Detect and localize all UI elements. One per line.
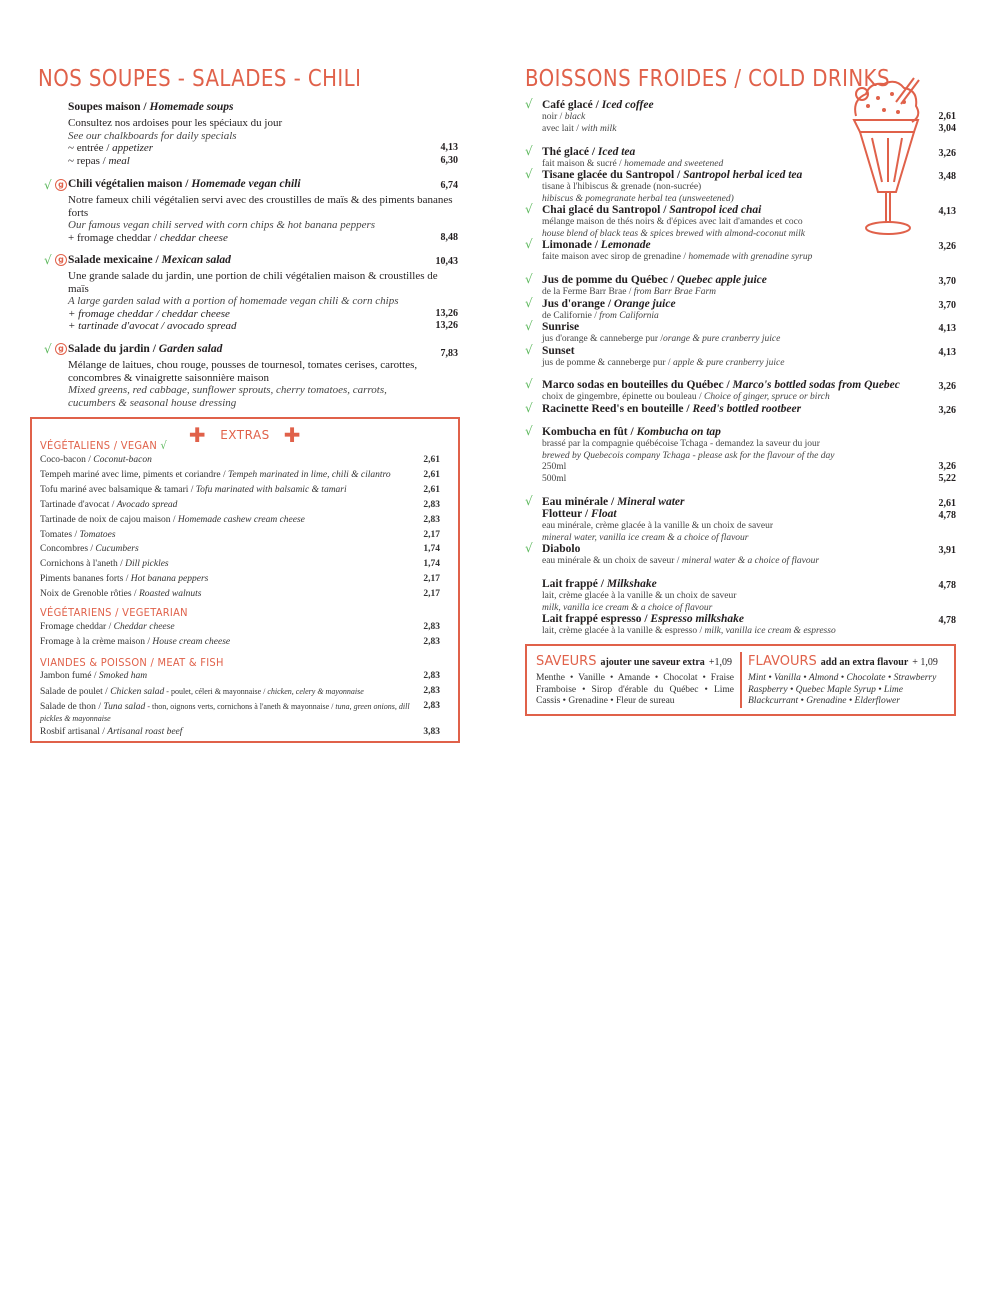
extra-row-vegan: Tempeh mariné avec lime, piments et coriandre / Tempeh marinated in lime, chili & cilantro 2,61 [40,469,440,480]
extra-name-en: Tofu marinated with balsamic & tamari [195,484,347,495]
drink-name-fr: Kombucha en fût [542,426,628,438]
drink-name-en: Kombucha on tap [636,426,721,438]
drink-name-en: Mineral water [617,496,685,508]
extra-name-fr: Tomates [40,529,73,540]
left-section-title: NOS SOUPES - SALADES - CHILI [38,66,362,92]
drink-name-en: Quebec apple juice [676,274,767,286]
extra-name-en: Dill pickles [125,559,169,570]
extra-name-en: Chicken salad [110,687,165,697]
drink-the [542,146,956,171]
extra-name-fr: Rosbif artisanal [40,727,100,737]
extra-detail-fr: - thon, oignons verts, cornichons à l'aneth & mayonnaise / [145,702,336,711]
drink-name: Lait frappé / Milkshake 4,78 [542,578,956,591]
drink-name-fr: Chai glacé du Santropol [542,204,661,216]
drink-marco [542,379,956,404]
drink-size-price: 5,22 [938,472,956,484]
drink-option-price: 2,61 [938,111,956,122]
drink-desc-fr: jus de pomme & canneberge pur / [542,358,673,368]
drink-desc-fr: fait maison & sucré / [542,159,625,169]
drink-desc-en: from Barr Brae Farm [633,287,717,297]
drink-desc-fr: eau minérale, crème glacée à la vanille & un choix de saveur [542,521,774,531]
drink-pomme [542,274,956,299]
drink-desc-fr: faite maison avec sirop de grenadine / [542,252,689,262]
drink-price: 4,13 [938,206,956,217]
menu-item-mexican-salad: Salade mexicaine / Mexican salad 10,43 Une grande salade du jardin, une portion de chili végétalien maison & croustilles de maïs A large garden salad with a portion of homemade vegan chili & corn chips + fromage cheddar / cheddar cheese 13,26 + tartinade d'avocat / avocado spread 13,26 [68,254,458,332]
drink-desc-fr: de la Ferme Barr Brae / [542,287,634,297]
extra-name-en: Tuna salad [103,702,146,712]
extra-price: 2,83 [423,514,440,525]
drink-name-en: Float [590,508,617,520]
drink-name-en: Santropol herbal iced tea [683,169,803,181]
check-icon: √ [44,178,52,192]
drink-price: 4,13 [938,323,956,334]
drink-desc-en: apple & pure cranberry juice [672,358,785,368]
extra-row-meat: Rosbif artisanal / Artisanal roast beef 3,83 [40,727,440,737]
check-icon: √ [525,424,533,438]
drink-name-fr: Flotteur [542,508,583,520]
drink-desc-en: brewed by Quebecois company Tchaga - please ask for the flavour of the day [542,450,835,461]
drink-name: Kombucha en fût / Kombucha on tap [542,426,721,438]
extra-name-en: Tempeh marinated in lime, chili & cilantro [227,469,391,480]
drink-size-label: 250ml [542,462,567,472]
drink-desc-en: mineral water & a choice of flavour [681,556,820,566]
drink-desc [542,556,956,568]
drink-tisane [542,169,956,205]
drink-price: 4,78 [938,580,956,591]
drink-name-fr: Marco sodas en bouteilles du Québec [542,379,724,391]
drink-name-en: Marco's bottled sodas from Quebec [732,379,900,391]
extra-name-en: Cucumbers [95,544,139,555]
extra-row-vegan: Tartinade de noix de cajou maison / Homemade cashew cream cheese 2,83 [40,514,440,525]
drink-option [542,124,956,136]
extra-price: 2,61 [423,469,440,480]
drink-desc-en: milk, vanilla ice cream & espresso [704,626,836,636]
drink-price: 3,26 [938,241,956,252]
extra-detail-en: tuna, green onions, dill pickles & mayonnaise [40,702,410,723]
drink-desc [542,392,956,404]
drink-desc [542,334,956,346]
drink-chai [542,204,956,240]
extra-row-vegan: Piments bananes forts / Hot banana peppers 2,17 [40,574,440,585]
extra-price: 3,83 [423,727,440,737]
extra-row-vegan: Tomates / Tomatoes 2,17 [40,529,440,540]
extra-name-en: Homemade cashew cream cheese [177,514,305,525]
drink-option-fr: noir / [542,112,565,122]
drink-name-fr: Jus d'orange [542,298,605,310]
drink-name: Eau minérale / Mineral water 2,61 [542,496,956,509]
drink-price: 3,48 [938,171,956,182]
extra-name-en: Coconut-bacon [93,455,152,465]
drink-desc-en: milk, vanilla ice cream & a choice of flavour [542,602,713,613]
drink-limo [542,239,956,264]
drink-name: Limonade / Lemonade 3,26 [542,239,956,252]
drink-desc [542,358,956,370]
drink-sunset [542,345,956,370]
extra-row-meat: Salade de thon / Tuna salad - thon, oignons verts, cornichons à l'aneth & mayonnaise / tuna, green onions, dill pickles & mayonnaise 2,83 [40,701,440,723]
drink-price: 3,26 [938,148,956,159]
drink-name [542,321,956,334]
extras-vegetarian-heading: VÉGÉTARIENS / VEGETARIAN [40,606,188,619]
extra-row-vegan: Coco-bacon / Coconut-bacon 2,61 [40,455,440,465]
extra-row-vegetarian: Fromage à la crème maison / House cream cheese 2,83 [40,637,440,647]
extra-name-fr: Tartinade d'avocat [40,499,110,510]
drink-name: Lait frappé espresso / Espresso milkshake 4,78 [542,613,956,626]
extra-price: 1,74 [423,559,440,570]
drink-name-text: Diabolo [542,543,581,555]
drink-desc [542,287,956,299]
extra-name-fr: Salade de poulet [40,687,103,697]
drink-price: 3,70 [938,276,956,287]
drink-size-label: 500ml [542,473,567,484]
extra-price: 2,83 [423,499,440,510]
extra-price: 2,61 [423,455,440,465]
check-icon: √ [525,296,533,310]
menu-item-chili: Chili végétalien maison / Homemade vegan chili 6,74 Notre fameux chili végétalien servi avec des croustilles de maïs & des piments bananes forts Our famous vegan chili served with corn chips & hot banana peppers + fromage cheddar / cheddar cheese 8,48 [68,178,458,244]
drink-size-price: 3,26 [938,461,956,472]
check-icon: √ [525,377,533,391]
extra-name-fr: Cornichons à l'aneth [40,559,118,570]
extra-name-fr: Noix de Grenoble rôties [40,589,132,600]
extra-name-en: Cheddar cheese [113,622,175,632]
extra-name-en: Roasted walnuts [138,589,202,600]
drink-name-en: Reed's bottled rootbeer [692,403,802,415]
check-icon: √ [525,272,533,286]
drink-desc [542,626,956,638]
drink-diabolo [542,543,956,568]
drink-espresso [542,613,956,638]
extra-name-fr: Fromage cheddar [40,622,107,632]
drink-cafe [542,99,956,135]
drink-name-fr: Café glacé [542,99,593,111]
check-icon: √ [525,343,533,357]
plus-icon: ✚ [283,423,302,447]
drink-desc-en: from California [599,311,659,321]
extra-name-en: Artisanal roast beef [107,727,183,737]
drink-name-en: Espresso milkshake [650,613,745,625]
extra-row-vegan: Cornichons à l'aneth / Dill pickles 1,74 [40,559,440,570]
drink-price: 3,26 [938,381,956,392]
drink-price: 4,78 [938,615,956,626]
drink-price: 4,78 [938,510,956,521]
drink-desc-en: house blend of black teas & spices brewed with almond-coconut milk [542,228,805,239]
extra-row-meat: Salade de poulet / Chicken salad - poulet, céleri & mayonnaise / chicken, celery & mayonnaise 2,83 [40,686,440,697]
drink-option-fr: avec lait / [542,123,582,134]
check-icon: √ [160,439,168,452]
extra-row-vegan: Concombres / Cucumbers 1,74 [40,544,440,555]
extra-name-fr: Coco-bacon [40,455,86,465]
drink-name-fr: Lait frappé [542,578,598,590]
drink-price: 4,13 [938,347,956,358]
extra-name-fr: Piments bananes forts [40,574,124,585]
menu-item-garden-salad: Salade du jardin / Garden salad 7,83 Mélange de laitues, chou rouge, pousses de tournesol, tomates cerises, carottes, concombres & vinaigrette saisonnière maison Mixed greens, red cabbage, sunflower sprouts, cherry tomatoes, carrots, cucumbers & seasonal house dressing [68,343,458,409]
drink-name: Thé glacé / Iced tea 3,26 [542,146,956,159]
extra-name-en: House cream cheese [152,637,231,647]
flavours-divider [740,652,742,708]
flavours-en: FLAVOURS add an extra flavour + 1,09 Mint • Vanilla • Almond • Chocolate • Strawberry Raspberry • Quebec Maple Syrup • Lime Blackcurrant • Grenadine • Elderflower [748,654,938,706]
check-icon: √ [525,494,533,508]
drink-name-en: Milkshake [606,578,657,590]
check-icon: √ [525,237,533,251]
check-icon: √ [44,253,52,267]
drink-size [542,474,956,486]
drink-desc-fr: de Californie / [542,311,600,321]
drink-name: Racinette Reed's en bouteille / Reed's bottled rootbeer 3,26 [542,403,956,416]
drink-price: 3,91 [938,545,956,556]
extra-row-vegan: Tofu mariné avec balsamique & tamari / Tofu marinated with balsamic & tamari 2,61 [40,484,440,495]
drink-option [542,112,956,124]
drink-price: 3,26 [938,405,956,416]
drink-desc-en: mineral water, vanilla ice cream & a choice of flavour [542,532,749,543]
check-icon: √ [525,319,533,333]
drink-name: Jus de pomme du Québec / Quebec apple juice 3,70 [542,274,956,287]
drink-desc-en: homemade and sweetened [624,159,724,169]
extra-name-fr: Jambon fumé [40,671,92,681]
right-section-title: BOISSONS FROIDES / COLD DRINKS [525,66,890,92]
drink-name-fr: Racinette Reed's en bouteille [542,403,684,415]
drink-name: Tisane glacée du Santropol / Santropol herbal iced tea 3,48 [542,169,956,182]
drink-name: Café glacé / Iced coffee [542,99,654,111]
drink-kombucha [542,426,956,485]
drink-option-en: black [564,112,586,122]
check-icon: √ [525,541,533,555]
extra-name-fr: Fromage à la crème maison [40,637,145,647]
drink-name-fr: Jus de pomme du Québec [542,274,668,286]
check-icon: √ [525,144,533,158]
extra-name-fr: Salade de thon [40,702,96,712]
drink-size [542,462,956,474]
extra-name-fr: Concombres [40,544,89,555]
drink-desc [542,252,956,264]
extra-price: 2,61 [423,484,440,495]
drink-price: 2,61 [938,498,956,509]
gluten-free-icon: g [55,254,67,266]
check-icon: √ [525,202,533,216]
drink-name [542,543,956,556]
gluten-free-icon: g [55,343,67,355]
drink-desc-fr: mélange maison de thés noirs & d'épices avec lait d'amandes et coco [542,217,803,227]
plus-icon: ✚ [188,423,207,447]
drink-name-en: Iced coffee [601,99,654,111]
drink-name-fr: Tisane glacée du Santropol [542,169,675,181]
drink-price: 3,70 [938,300,956,311]
drink-name-text: Sunrise [542,321,580,333]
gluten-free-icon: g [55,179,67,191]
drink-option-price: 3,04 [938,122,956,134]
drink-frappe [542,578,956,614]
drink-name: Flotteur / Float 4,78 [542,508,956,521]
drink-desc-fr: lait, crème glacée à la vanille & espresso / [542,626,705,636]
extra-price: 2,17 [423,589,440,600]
extra-name-fr: Tofu mariné avec balsamique & tamari [40,484,189,495]
extra-price: 2,83 [423,622,440,632]
drink-name [542,345,956,358]
drink-desc-en: hibiscus & pomegranate herbal tea (unsweetened) [542,193,734,204]
drink-desc-en: homemade with grenadine syrup [688,252,813,262]
drink-name: Jus d'orange / Orange juice 3,70 [542,298,956,311]
drink-name-en: Orange juice [613,298,676,310]
drink-desc-fr: tisane à l'hibiscus & grenade (non-sucrée) [542,182,702,192]
extra-name-en: Hot banana peppers [130,574,209,585]
extra-row-meat: Jambon fumé / Smoked ham 2,83 [40,671,440,681]
extra-name-fr: Tempeh mariné avec lime, piments et coriandre [40,469,221,480]
extra-detail-en: chicken, celery & mayonnaise [267,687,364,696]
drink-desc-fr: eau minérale & un choix de saveur / [542,556,682,566]
extras-heading: ✚ EXTRAS ✚ [188,423,302,447]
extra-row-vegetarian: Fromage cheddar / Cheddar cheese 2,83 [40,622,440,632]
menu-item-soups: Soupes maison / Homemade soups Consultez nos ardoises pour les spéciaux du jour See our chalkboards for daily specials ~ entrée / appetizer 4,13 ~ repas / meal 6,30 [68,101,458,167]
drink-desc-fr: choix de gingembre, épinette ou bouleau / [542,392,704,402]
drink-name-fr: Lait frappé espresso [542,613,642,625]
extra-price: 2,83 [423,686,440,696]
drink-flotteur [542,508,956,544]
extra-name-en: Avocado spread [116,499,178,510]
drink-name: Chai glacé du Santropol / Santropol iced chai 4,13 [542,204,956,217]
drink-name-text: Sunset [542,345,575,357]
extra-row-vegan: Noix de Grenoble rôties / Roasted walnuts 2,17 [40,589,440,600]
drink-name-en: Iced tea [597,146,636,158]
extra-detail-fr: - poulet, céleri & mayonnaise / [164,687,268,696]
flavours-fr: SAVEURS ajouter une saveur extra +1,09 Menthe • Vanille • Amande • Chocolat • Fraise Framboise • Sirop d'érable du Québec • Lime Cassis • Grenadine • Fleur de sureau [536,654,734,706]
drink-desc-en: Choice of ginger, spruce or birch [703,392,830,402]
flavours-box [525,644,956,716]
check-icon: √ [44,342,52,356]
drink-name: Marco sodas en bouteilles du Québec / Marco's bottled sodas from Quebec 3,26 [542,379,956,392]
extra-price: 2,83 [423,701,440,711]
drink-name-en: Santropol iced chai [669,204,762,216]
extra-name-en: Tomatoes [79,529,116,540]
drink-desc-fr: lait, crème glacée à la vanille & un choix de saveur [542,591,737,601]
drink-desc-fr: brassé par la compagnie québécoise Tchaga - demandez la saveur du jour [542,439,820,449]
extra-price: 1,74 [423,544,440,555]
drink-name-fr: Thé glacé [542,146,589,158]
extra-price: 2,83 [423,637,440,647]
drink-racinette [542,403,956,416]
extras-box [30,417,460,743]
check-icon: √ [525,97,533,111]
check-icon: √ [525,401,533,415]
drink-desc-fr: jus d'orange & canneberge pur / [542,334,664,344]
extra-price: 2,17 [423,574,440,585]
drink-desc-en: orange & pure cranberry juice [663,334,781,344]
drink-orange [542,298,956,323]
extra-price: 2,17 [423,529,440,540]
extra-row-vegan: Tartinade d'avocat / Avocado spread 2,83 [40,499,440,510]
extras-meat-heading: VIANDES & POISSON / MEAT & FISH [40,656,224,669]
extras-vegan-heading: VÉGÉTALIENS / VEGAN √ [40,439,168,452]
extra-name-en: Smoked ham [98,671,148,681]
drink-name-en: Lemonade [600,239,651,251]
drink-option-en: with milk [581,123,617,134]
check-icon: √ [525,167,533,181]
extra-name-fr: Tartinade de noix de cajou maison [40,514,171,525]
extra-price: 2,83 [423,671,440,681]
drink-name-fr: Limonade [542,239,592,251]
drink-sunrise [542,321,956,346]
drink-name-fr: Eau minérale [542,496,609,508]
